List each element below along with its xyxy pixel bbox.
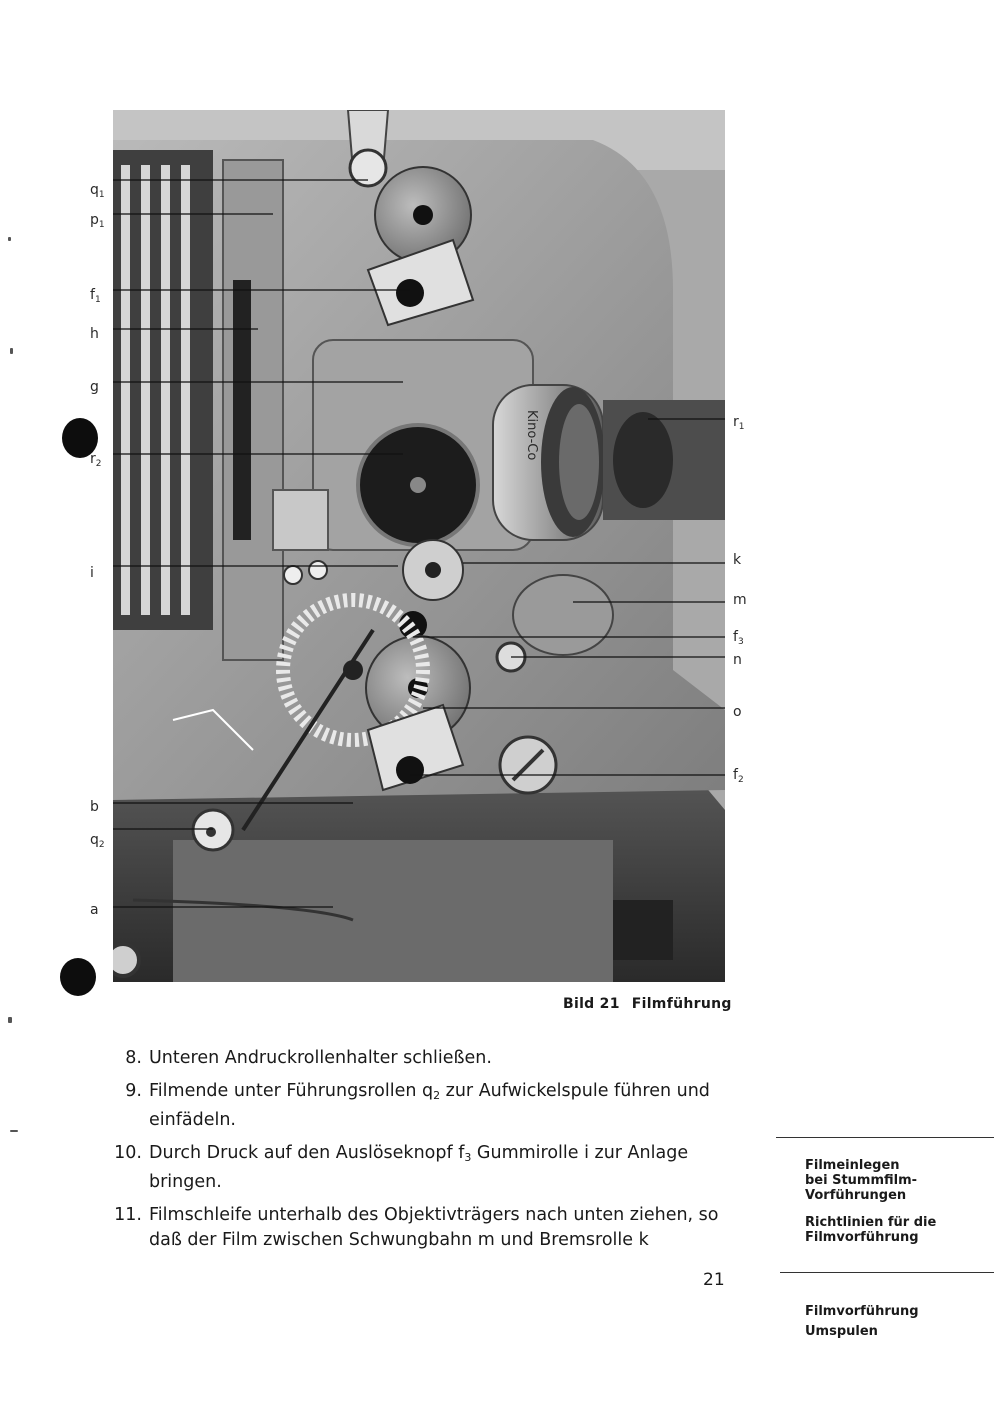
instruction-step (112, 1046, 727, 1071)
figure-caption (563, 996, 732, 1012)
figure-label-i (90, 566, 94, 580)
margin-note-line: Vorführungen (805, 1188, 907, 1203)
margin-note-line: Filmvorführung (805, 1230, 919, 1245)
step-text: Unteren Andruckrollenhalter schließen. (149, 1048, 492, 1068)
label-subscript: 1 (98, 190, 105, 200)
instruction-step (112, 1203, 727, 1253)
margin-note-filmvorfuehrung (805, 1302, 975, 1342)
figure-label-r2 (90, 452, 102, 471)
margin-note-filmeinlegen (805, 1158, 975, 1203)
step-number: 11. (114, 1205, 142, 1225)
step-text: Durch Druck auf den Auslöseknopf f (149, 1143, 465, 1163)
label-letter: g (90, 379, 99, 395)
figure-label-b (90, 800, 99, 814)
label-letter: h (90, 326, 99, 342)
label-subscript: 1 (94, 295, 101, 305)
margin-rule-top (776, 1137, 994, 1138)
scan-speck (10, 348, 13, 354)
projector-photo (113, 110, 725, 982)
scan-speck (8, 1017, 12, 1023)
label-letter: a (90, 902, 99, 918)
step-text: Gummirolle i zur Anlage bringen. (149, 1143, 689, 1192)
instruction-list (112, 1046, 727, 1261)
label-letter: b (90, 799, 99, 815)
label-subscript: 1 (738, 422, 745, 432)
label-letter: r (90, 451, 96, 467)
figure-label-f3 (733, 630, 744, 649)
step-number: 8. (125, 1048, 142, 1068)
step-text: Filmende unter Führungsrollen q (149, 1081, 434, 1101)
label-letter: n (733, 652, 742, 668)
figure-label-k (733, 553, 741, 567)
margin-note-line: Richtlinien für die (805, 1215, 937, 1230)
label-subscript: 2 (95, 459, 102, 469)
figure-label-f2 (733, 768, 744, 787)
label-letter: q (90, 182, 99, 198)
lens-inscription: Kino-Co (524, 410, 539, 461)
caption-title: Filmführung (631, 996, 732, 1012)
label-letter: f (90, 287, 95, 303)
margin-note-line: Filmvorführung (805, 1304, 919, 1319)
step-text: Filmschleife unterhalb des Objektivträgers nach unten ziehen, so daß der Film zwischen Schwungbahn m und Bremsrolle k (149, 1205, 719, 1250)
margin-note-line: Umspulen (805, 1324, 878, 1339)
label-subscript: 2 (98, 840, 105, 850)
figure-label-p1 (90, 213, 105, 232)
margin-rule-bottom (780, 1272, 994, 1273)
figure-label-m (733, 593, 747, 607)
label-subscript: 3 (737, 637, 744, 647)
label-letter: q (90, 832, 99, 848)
figure-label-g (90, 380, 99, 394)
step-number: 10. (114, 1143, 142, 1163)
instruction-step (112, 1079, 727, 1133)
margin-note-line: bei Stummfilm- (805, 1173, 918, 1188)
scan-speck (8, 237, 11, 241)
label-letter: p (90, 212, 99, 228)
step-text: zur Aufwickelspule führen und einfädeln. (149, 1081, 710, 1130)
margin-note-line: Filmeinlegen (805, 1158, 900, 1173)
label-letter: f (733, 767, 738, 783)
instruction-step (112, 1141, 727, 1195)
punch-hole-lower (60, 958, 96, 996)
margin-note-richtlinien (805, 1215, 975, 1245)
figure-label-r1 (733, 415, 745, 434)
punch-hole-upper (62, 418, 98, 458)
figure-label-n (733, 653, 742, 667)
figure-label-f1 (90, 288, 101, 307)
step-subscript: 2 (433, 1089, 441, 1102)
figure-label-q2 (90, 833, 105, 852)
figure-label-q1 (90, 183, 105, 202)
step-number: 9. (125, 1081, 142, 1101)
label-letter: k (733, 552, 742, 568)
scan-speck (10, 1130, 18, 1132)
label-subscript: 2 (737, 775, 744, 785)
label-letter: m (733, 592, 747, 608)
label-letter: f (733, 629, 738, 645)
label-subscript: 1 (98, 220, 105, 230)
projector-illustration (113, 110, 725, 982)
step-subscript: 3 (464, 1151, 472, 1164)
label-letter: r (733, 414, 739, 430)
figure-label-o (733, 705, 742, 719)
figure-label-a (90, 903, 99, 917)
label-letter: o (733, 704, 742, 720)
caption-number: Bild 21 (563, 996, 620, 1012)
label-letter: i (90, 565, 94, 581)
figure-label-h (90, 327, 99, 341)
page-number: 21 (703, 1270, 725, 1290)
